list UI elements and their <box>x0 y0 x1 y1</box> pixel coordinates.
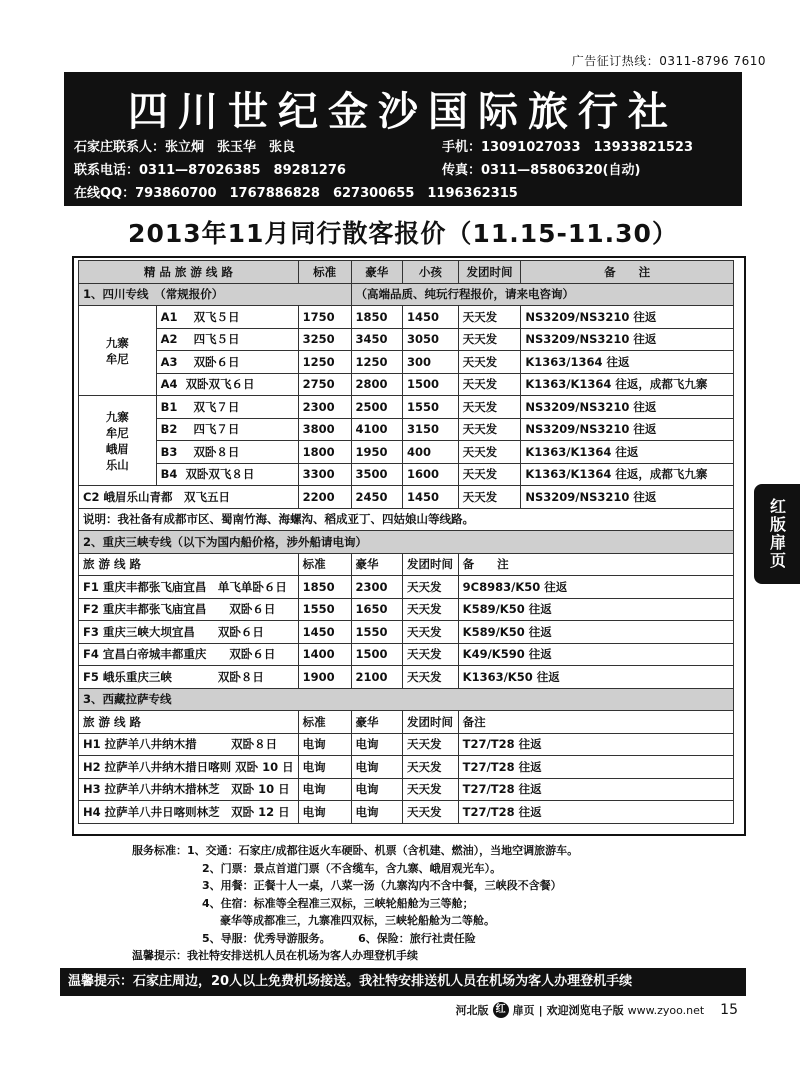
route-name: 四飞５日 <box>193 332 240 347</box>
price-luxury: 3500 <box>351 463 402 486</box>
table-row <box>79 351 734 374</box>
departure: 天天发 <box>458 441 521 464</box>
route <box>156 328 298 351</box>
table-row <box>79 328 734 351</box>
price-luxury: 2450 <box>351 486 402 509</box>
price-table <box>78 260 734 824</box>
price-luxury: 电询 <box>351 778 402 801</box>
departure: 天天发 <box>458 306 521 329</box>
price-luxury: 4100 <box>351 418 402 441</box>
departure: 天天发 <box>402 666 458 689</box>
price-luxury: 1950 <box>351 441 402 464</box>
route-code: B4 <box>160 467 178 482</box>
route: F4 宜昌白帝城丰都重庆 双卧６日 <box>79 643 299 666</box>
remark: 9C8983/K50 往返 <box>458 576 733 599</box>
remark: K589/K50 往返 <box>458 621 733 644</box>
route: H2 拉萨羊八井纳木措日喀则 双卧 10 日 <box>79 756 299 779</box>
price-standard: 1250 <box>298 351 351 374</box>
route: F3 重庆三峡大坝宜昌 双卧６日 <box>79 621 299 644</box>
price-luxury: 1650 <box>351 598 402 621</box>
phone: 联系电话：0311—87026385 89281276 <box>74 163 346 178</box>
col-luxury: 豪华 <box>351 553 402 576</box>
departure: 天天发 <box>458 351 521 374</box>
col-luxury: 豪华 <box>351 261 402 284</box>
price-standard: 1800 <box>298 441 351 464</box>
service-standards <box>132 842 578 965</box>
table-row <box>79 621 734 644</box>
price-standard: 1400 <box>298 643 351 666</box>
departure: 天天发 <box>458 418 521 441</box>
table-row <box>79 733 734 756</box>
section-sichuan <box>79 283 734 306</box>
price-luxury: 1500 <box>351 643 402 666</box>
price-child: 400 <box>402 441 458 464</box>
route-code: A4 <box>160 377 178 392</box>
price-standard: 1750 <box>298 306 351 329</box>
slogan: 欢迎浏览电子版 <box>546 1004 624 1017</box>
price-standard: 3250 <box>298 328 351 351</box>
route-code: B1 <box>160 399 178 414</box>
section-title: 2、重庆三峡专线（以下为国内船价格，涉外船请电询） <box>79 531 734 554</box>
service-line: 豪华等成都准三，九寨准四双标，三峡轮船舱为二等舱。 <box>220 914 495 927</box>
table-row <box>79 598 734 621</box>
departure: 天天发 <box>458 328 521 351</box>
side-tab: 红版扉页 <box>754 484 800 584</box>
service-line: 4、住宿：标准等全程准三双标，三峡轮船舱为三等舱； <box>202 896 474 910</box>
col-route: 旅 游 线 路 <box>79 711 299 734</box>
table-row <box>79 778 734 801</box>
service-line: 2、门票：景点首道门票（不含缆车，含九寨、峨眉观光车）。 <box>202 861 502 875</box>
table-row <box>79 576 734 599</box>
route: H1 拉萨羊八井纳木措 双卧８日 <box>79 733 299 756</box>
remark: K1363/K1364 往返 <box>521 441 734 464</box>
price-luxury: 1250 <box>351 351 402 374</box>
remark: T27/T28 往返 <box>458 801 733 824</box>
price-standard: 电询 <box>298 801 351 824</box>
col-remarks: 备 注 <box>521 261 734 284</box>
col-departure: 发团时间 <box>402 553 458 576</box>
route <box>156 418 298 441</box>
section-note: （高端品质、纯玩行程报价，请来电咨询） <box>351 283 733 306</box>
price-standard: 1900 <box>298 666 351 689</box>
route-name: 双飞７日 <box>193 399 240 414</box>
table-row <box>79 801 734 824</box>
price-child: 1550 <box>402 396 458 419</box>
route-name: 双飞５日 <box>193 309 240 324</box>
group-jiuzhai: 九寨 牟尼 <box>79 306 157 396</box>
table-row <box>79 396 734 419</box>
departure: 天天发 <box>402 801 458 824</box>
page-title: 2013年11月同行散客报价（11.15-11.30） <box>128 219 678 248</box>
notice-bar <box>60 968 746 996</box>
departure: 天天发 <box>458 486 521 509</box>
price-luxury: 2100 <box>351 666 402 689</box>
table-header-row <box>79 553 734 576</box>
departure: 天天发 <box>458 463 521 486</box>
price-standard: 2750 <box>298 373 351 396</box>
table-row <box>79 463 734 486</box>
table-row <box>79 418 734 441</box>
price-luxury: 2300 <box>351 576 402 599</box>
route: H4 拉萨羊八井日喀则林芝 双卧 12 日 <box>79 801 299 824</box>
col-remarks: 备注 <box>458 711 733 734</box>
route <box>156 373 298 396</box>
departure: 天天发 <box>402 733 458 756</box>
departure: 天天发 <box>402 576 458 599</box>
service-line: 5、导服：优秀导游服务。 6、保险：旅行社责任险 <box>202 931 476 945</box>
page-number: 15 <box>720 1002 738 1018</box>
price-luxury: 电询 <box>351 733 402 756</box>
route <box>156 396 298 419</box>
route-code: A1 <box>160 309 178 324</box>
price-standard: 1850 <box>298 576 351 599</box>
remark: K1363/K1364 往返，成都飞九寨 <box>521 463 734 486</box>
price-standard: 3800 <box>298 418 351 441</box>
departure: 天天发 <box>402 756 458 779</box>
price-standard: 1450 <box>298 621 351 644</box>
price-standard: 电询 <box>298 733 351 756</box>
route <box>156 306 298 329</box>
remark: T27/T28 往返 <box>458 756 733 779</box>
route-code: A3 <box>160 354 178 369</box>
price-luxury: 2500 <box>351 396 402 419</box>
table-row <box>79 441 734 464</box>
route-name: 四飞７日 <box>193 422 240 437</box>
route: C2 峨眉乐山青都 双飞五日 <box>79 486 299 509</box>
route-code: A2 <box>160 332 178 347</box>
explain-text: 说明：我社备有成都市区、蜀南竹海、海螺沟、稻成亚丁、四姑娘山等线路。 <box>79 508 734 531</box>
route-code: B3 <box>160 444 178 459</box>
route <box>156 463 298 486</box>
price-luxury: 1550 <box>351 621 402 644</box>
price-luxury: 2800 <box>351 373 402 396</box>
section-tibet <box>79 688 734 711</box>
route: F1 重庆丰都张飞庙宜昌 单飞单卧６日 <box>79 576 299 599</box>
price-standard: 2300 <box>298 396 351 419</box>
col-standard: 标准 <box>298 711 351 734</box>
remark: NS3209/NS3210 往返 <box>521 486 734 509</box>
col-luxury: 豪华 <box>351 711 402 734</box>
departure: 天天发 <box>402 598 458 621</box>
table-row <box>79 306 734 329</box>
route: F2 重庆丰都张飞庙宜昌 双卧６日 <box>79 598 299 621</box>
route-name: 双卧双飞６日 <box>185 377 255 392</box>
remark: K589/K50 往返 <box>458 598 733 621</box>
remark: K1363/K1364 往返，成都飞九寨 <box>521 373 734 396</box>
remark: T27/T28 往返 <box>458 778 733 801</box>
col-departure: 发团时间 <box>458 261 521 284</box>
departure: 天天发 <box>402 643 458 666</box>
price-luxury: 3450 <box>351 328 402 351</box>
fax: 传真：0311—85806320(自动) <box>442 163 641 178</box>
price-child: 1450 <box>402 306 458 329</box>
price-child: 1500 <box>402 373 458 396</box>
edition: 河北版 <box>455 1004 489 1017</box>
page-footer <box>456 1002 738 1018</box>
section-title: 3、西藏拉萨专线 <box>79 688 734 711</box>
route: H3 拉萨羊八井纳木措林芝 双卧 10 日 <box>79 778 299 801</box>
service-line: 温馨提示：我社特安排送机人员在机场为客人办理登机手续 <box>132 949 418 962</box>
table-header-row <box>79 711 734 734</box>
price-standard: 1550 <box>298 598 351 621</box>
sjz-contact: 石家庄联系人：张立炯 张玉华 张良 <box>74 140 296 155</box>
col-remarks: 备 注 <box>458 553 733 576</box>
red-badge-icon: 红 <box>493 1002 509 1018</box>
departure: 天天发 <box>458 396 521 419</box>
price-luxury: 电询 <box>351 756 402 779</box>
col-standard: 标准 <box>298 261 351 284</box>
service-line: 服务标准：1、交通：石家庄/成都往返火车硬卧、机票（含机建、燃油），当地空调旅游车。 <box>132 844 579 857</box>
price-standard: 3300 <box>298 463 351 486</box>
remark: NS3209/NS3210 往返 <box>521 418 734 441</box>
route-name: 双卧双飞８日 <box>185 467 255 482</box>
service-line: 3、用餐：正餐十人一桌，八菜一汤（九寨沟内不含中餐，三峡段不含餐） <box>202 879 562 892</box>
route <box>156 351 298 374</box>
table-row <box>79 666 734 689</box>
section-title: 1、四川专线 （常规报价） <box>79 283 352 306</box>
company-name: 四川世纪金沙国际旅行社 <box>128 88 678 135</box>
departure: 天天发 <box>458 373 521 396</box>
departure: 天天发 <box>402 778 458 801</box>
remark: NS3209/NS3210 往返 <box>521 396 734 419</box>
table-header-row <box>79 261 734 284</box>
price-luxury: 1850 <box>351 306 402 329</box>
remark: K1363/K50 往返 <box>458 666 733 689</box>
price-child: 3050 <box>402 328 458 351</box>
remark: K49/K590 往返 <box>458 643 733 666</box>
front-label: 扉页 <box>512 1004 535 1017</box>
price-child: 1450 <box>402 486 458 509</box>
route-code: B2 <box>160 422 178 437</box>
ad-hotline: 广告征订热线：0311-8796 7610 <box>571 54 766 68</box>
col-route: 旅 游 线 路 <box>79 553 299 576</box>
route <box>156 441 298 464</box>
explain-row <box>79 508 734 531</box>
price-child: 300 <box>402 351 458 374</box>
table-row <box>79 486 734 509</box>
col-standard: 标准 <box>298 553 351 576</box>
table-row <box>79 756 734 779</box>
remark: K1363/1364 往返 <box>521 351 734 374</box>
col-child: 小孩 <box>402 261 458 284</box>
route-name: 双卧６日 <box>193 354 240 369</box>
price-child: 3150 <box>402 418 458 441</box>
site-link[interactable]: www.zyoo.net <box>627 1003 705 1017</box>
mobile: 手机：13091027033 13933821523 <box>442 140 693 155</box>
col-route: 精 品 旅 游 线 路 <box>79 261 299 284</box>
table-row <box>79 643 734 666</box>
price-standard: 电询 <box>298 756 351 779</box>
price-child: 1600 <box>402 463 458 486</box>
price-luxury: 电询 <box>351 801 402 824</box>
price-standard: 2200 <box>298 486 351 509</box>
col-departure: 发团时间 <box>402 711 458 734</box>
group-emei: 九寨 牟尼 峨眉 乐山 <box>79 396 157 486</box>
section-chongqing <box>79 531 734 554</box>
route: F5 峨乐重庆三峡 双卧８日 <box>79 666 299 689</box>
table-row <box>79 373 734 396</box>
price-standard: 电询 <box>298 778 351 801</box>
separator: | <box>538 1003 543 1017</box>
route-name: 双卧８日 <box>193 444 240 459</box>
remark: T27/T28 往返 <box>458 733 733 756</box>
qq: 在线QQ：793860700 1767886828 627300655 1196362315 <box>74 186 518 201</box>
remark: NS3209/NS3210 往返 <box>521 328 734 351</box>
notice-text: 温馨提示：石家庄周边，20人以上免费机场接送。我社特安排送机人员在机场为客人办理登机手续 <box>68 974 633 989</box>
remark: NS3209/NS3210 往返 <box>521 306 734 329</box>
departure: 天天发 <box>402 621 458 644</box>
agency-header <box>64 72 742 206</box>
